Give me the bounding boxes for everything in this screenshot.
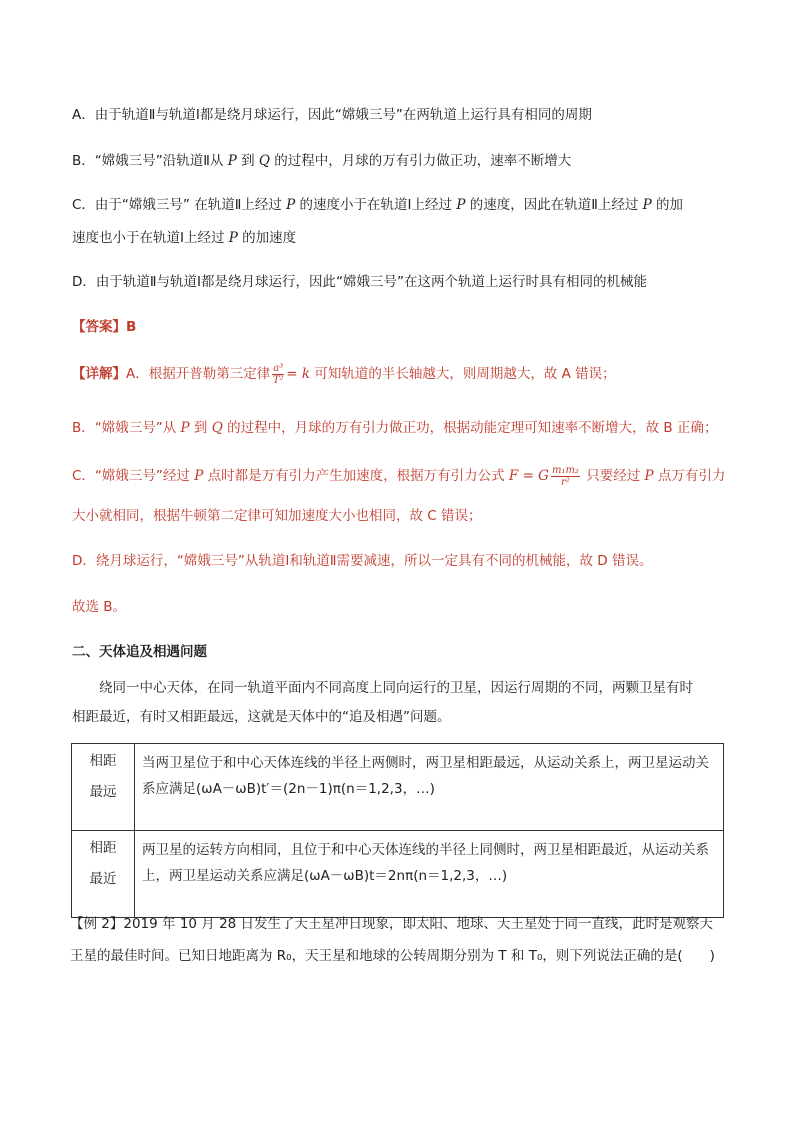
point-p: P (180, 420, 190, 436)
comparison-table (71, 743, 724, 918)
row-label-top: 相距 (89, 840, 117, 856)
detail-b-pre: B．“嫦娥三号”从 (72, 420, 181, 436)
table-row (72, 831, 724, 918)
detail-a-pre: A．根据开普勒第三定律 (126, 366, 271, 382)
point-q: Q (258, 153, 270, 169)
row-label (72, 831, 135, 918)
detail-c-post: 点万有引力 (653, 468, 726, 484)
row-label-top: 相距 (89, 753, 117, 769)
row-text: 当两卫星位于和中心天体连线的半径上两侧时，两卫星相距最远，从运动关系上，两卫星运动关系应满足(ωA－ωB)t′＝(2n－1)π(n＝1,2,3，…) (135, 744, 724, 831)
option-b-post: 的过程中，月球的万有引力做正功，速率不断增大 (269, 153, 572, 169)
option-b-pre: B．“嫦娥三号”沿轨道Ⅱ从 (72, 153, 228, 169)
point-q: Q (211, 420, 223, 436)
detail-c-line1 (72, 464, 725, 488)
option-c-line1 (72, 193, 683, 213)
kepler-fraction (272, 363, 284, 386)
point-p: P (456, 197, 466, 213)
option-c-pre: C．由于“嫦娥三号” 在轨道Ⅱ上经过 (72, 197, 287, 213)
option-c-mid: 的速度小于在轨道Ⅰ上经过 (295, 197, 457, 213)
detail-a-post: 可知轨道的半长轴越大，则周期越大，故 A 错误； (310, 366, 616, 382)
section-intro-line1: 绕同一中心天体，在同一轨道平面内不同高度上同向运行的卫星，因运行周期的不同，两颗卫星有时 (99, 680, 693, 696)
gravity-formula: F = G (508, 468, 549, 484)
section-intro-line2: 相距最近，有时又相距最远，这就是天体中的“追及相遇”问题。 (72, 709, 451, 725)
answer-line (72, 315, 136, 335)
answer-label: 【答案】 (72, 319, 126, 335)
gravity-fraction (551, 465, 580, 488)
detail-b (72, 416, 717, 436)
point-p: P (227, 153, 237, 169)
gravity-numerator: m₁m₂ (551, 464, 579, 476)
option-c-post: 的加 (651, 197, 684, 213)
section-heading: 二、天体追及相遇问题 (72, 644, 207, 660)
option-c2-post: 的加速度 (237, 230, 297, 246)
detail-c-mid: 点时都是万有引力产生加速度，根据万有引力公式 (203, 468, 509, 484)
example-line1: 【例 2】2019 年 10 月 28 日发生了天王星冲日现象，即太阳、地球、天王星处于同一直线，此时是观察天 (70, 916, 714, 932)
option-c-mid2: 的速度，因此在轨道Ⅱ上经过 (465, 197, 643, 213)
kepler-denominator: T² (272, 374, 284, 386)
option-b (72, 149, 571, 169)
point-p: P (228, 230, 238, 246)
detail-label: 【详解】 (72, 366, 126, 382)
option-b-mid: 到 (236, 153, 259, 169)
kepler-constant: k (301, 366, 311, 382)
point-p: P (194, 468, 204, 484)
row-label-bottom: 最远 (89, 784, 117, 800)
point-p: P (642, 197, 652, 213)
answer-value: B (126, 319, 137, 335)
detail-c-pre: C．“嫦娥三号”经过 (72, 468, 195, 484)
detail-c-line2: 大小就相同，根据牛顿第二定律可知加速度大小也相同，故 C 错误； (72, 508, 482, 524)
row-text: 两卫星的运转方向相同，且位于和中心天体连线的半径上同侧时，两卫星相距最近，从运动关系上，两卫星运动关系应满足(ωA－ωB)t＝2nπ(n＝1,2,3，…) (135, 831, 724, 918)
kepler-numerator: a³ (273, 362, 284, 374)
detail-conclusion: 故选 B。 (72, 599, 127, 615)
detail-b-mid: 到 (189, 420, 212, 436)
option-d: D．由于轨道Ⅱ与轨道Ⅰ都是绕月球运行，因此“嫦娥三号”在这两个轨道上运行时具有相同的机械能 (72, 274, 648, 290)
option-c2-pre: 速度也小于在轨道Ⅰ上经过 (72, 230, 229, 246)
option-c-line2 (72, 226, 296, 246)
option-a: A．由于轨道Ⅱ与轨道Ⅰ都是绕月球运行，因此“嫦娥三号”在两轨道上运行具有相同的周期 (72, 107, 592, 123)
detail-c-mid2: 只要经过 (581, 468, 645, 484)
detail-a-eq: = (286, 366, 302, 382)
point-p: P (644, 468, 654, 484)
point-p: P (286, 197, 296, 213)
gravity-denominator: r² (561, 476, 570, 488)
row-label (72, 744, 135, 831)
row-label-bottom: 最近 (89, 871, 117, 887)
example-line2: 王星的最佳时间。已知日地距离为 R₀，天王星和地球的公转周期分别为 T 和 T₀，则下列说法正确的是( ) (70, 948, 715, 964)
detail-a (72, 362, 616, 386)
table-row (72, 744, 724, 831)
detail-b-post: 的过程中，月球的万有引力做正功，根据动能定理可知速率不断增大，故 B 正确； (222, 420, 718, 436)
detail-d: D．绕月球运行，“嫦娥三号”从轨道Ⅰ和轨道Ⅱ需要减速，所以一定具有不同的机械能，故 D 错误。 (72, 553, 653, 569)
